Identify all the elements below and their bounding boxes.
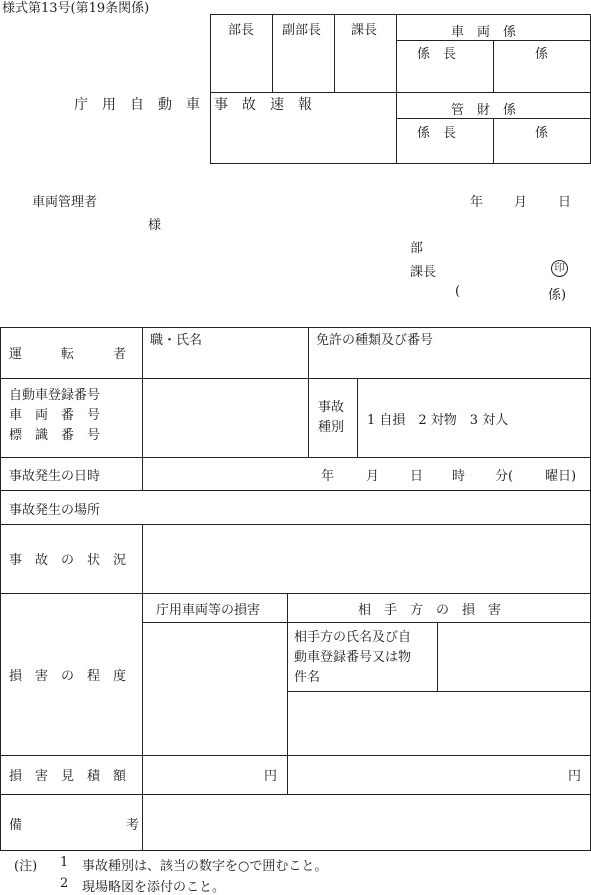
grid-divider xyxy=(493,118,494,164)
note2-text: 現場略図を添付のこと。 xyxy=(82,880,226,895)
grid-divider xyxy=(396,14,397,164)
row-divider xyxy=(0,457,591,458)
grid-divider xyxy=(272,14,273,92)
note2-number: 2 xyxy=(60,876,69,891)
date-day-label: 日 xyxy=(558,195,572,210)
damage-degree-label: 損 害 の 程 度 xyxy=(9,669,127,684)
col-divider xyxy=(287,593,288,794)
seal-icon xyxy=(551,260,568,277)
row-divider xyxy=(0,524,591,525)
note1-text: 事故種別は、該当の数字を○で囲むこと。 xyxy=(82,859,328,874)
dt-weekday-label: 曜日) xyxy=(545,469,577,484)
row-divider xyxy=(0,378,591,379)
situation-label: 事 故 の 状 況 xyxy=(9,553,127,568)
other-damage-label: 相 手 方 の 損 害 xyxy=(358,603,502,618)
other-party-label: 相手方の氏名及び自 動車登録番号又は物 件名 xyxy=(294,630,412,685)
kanzai-kakaricho-label: 係 長 xyxy=(417,126,457,141)
col-divider xyxy=(437,622,438,691)
vehicle-manager-label: 車両管理者 xyxy=(32,195,98,210)
col-divider xyxy=(308,327,309,378)
dt-minute-label: 分( xyxy=(495,469,514,484)
name-label: 職・氏名 xyxy=(150,333,203,348)
note1-number: 1 xyxy=(60,855,69,870)
grid-divider xyxy=(210,92,591,93)
row-divider xyxy=(0,490,591,491)
col-divider xyxy=(142,524,143,851)
accident-type-options: 1 自損 2 対物 3 対人 xyxy=(367,413,509,428)
row-divider xyxy=(0,755,591,756)
fukubucho-label: 副部長 xyxy=(282,23,322,38)
place-label: 事故発生の場所 xyxy=(9,503,101,518)
other-yen-label: 円 xyxy=(568,769,582,784)
sharyo-kakaricho-label: 係 長 xyxy=(417,47,457,62)
row-divider xyxy=(0,794,591,795)
accident-type-label: 事故 種別 xyxy=(318,400,345,435)
row-divider xyxy=(287,691,591,692)
sender-bu-label: 部 xyxy=(410,241,424,256)
sender-paren-open: ( xyxy=(455,284,461,299)
page-title: 庁 用 自 動 車 事 故 速 報 xyxy=(74,97,312,113)
sama-label: 様 xyxy=(148,218,162,233)
dt-month-label: 月 xyxy=(366,469,380,484)
grid-divider xyxy=(493,40,494,92)
own-damage-label: 庁用車両等の損害 xyxy=(156,603,261,618)
kanzai-kakari-staff-label: 係 xyxy=(535,126,549,141)
kacho-label: 課長 xyxy=(351,23,378,38)
own-yen-label: 円 xyxy=(264,769,278,784)
dt-hour-label: 時 xyxy=(452,469,466,484)
dt-day-label: 日 xyxy=(410,469,424,484)
date-year-label: 年 xyxy=(470,195,484,210)
row-divider xyxy=(0,593,591,594)
sharyo-kakari-label: 車 両 係 xyxy=(451,25,517,40)
grid-divider xyxy=(334,14,335,92)
notes-prefix: (注) xyxy=(14,859,38,874)
seal-glyph: 印 xyxy=(551,260,568,277)
sender-kacho-label: 課長 xyxy=(410,265,437,280)
registration-label: 自動車登録番号 車 両 番 号 標 識 番 号 xyxy=(9,388,101,443)
bucho-label: 部長 xyxy=(228,23,255,38)
row-divider xyxy=(142,622,591,623)
driver-label: 運 転 者 xyxy=(9,347,127,362)
form-number: 様式第13号(第19条関係) xyxy=(2,1,150,16)
col-divider xyxy=(142,327,143,490)
col-divider xyxy=(308,378,309,457)
grid-divider xyxy=(396,40,591,41)
dt-year-label: 年 xyxy=(321,469,335,484)
estimate-label: 損 害 見 積 額 xyxy=(9,769,127,784)
approval-grid-frame xyxy=(210,14,591,164)
license-label: 免許の種類及び番号 xyxy=(316,333,434,348)
grid-divider xyxy=(396,118,591,119)
date-month-label: 月 xyxy=(514,195,528,210)
sender-kakari-label: 係) xyxy=(548,288,567,303)
remarks-label: 備 考 xyxy=(9,818,140,833)
sharyo-kakari-staff-label: 係 xyxy=(535,47,549,62)
col-divider xyxy=(357,378,358,457)
datetime-label: 事故発生の日時 xyxy=(9,469,101,484)
kanzai-kakari-label: 管 財 係 xyxy=(451,103,517,118)
